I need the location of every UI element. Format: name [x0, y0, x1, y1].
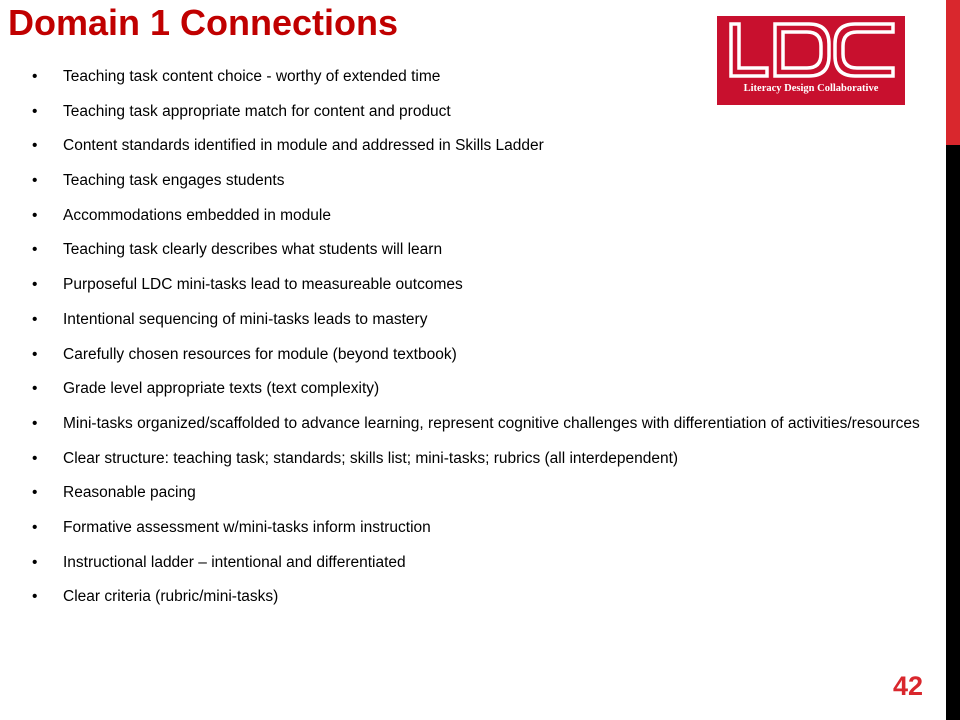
bullet-list: [32, 68, 922, 623]
bullet-dot: •: [32, 310, 38, 328]
bullet-dot: •: [32, 241, 38, 259]
bullet-dot: •: [32, 484, 38, 502]
bullet-text: Teaching task content choice - worthy of extended time: [63, 68, 441, 85]
list-item: [32, 450, 922, 468]
list-item: [32, 415, 922, 433]
bullet-dot: •: [32, 276, 38, 294]
logo-subtitle: Literacy Design Collaborative: [743, 83, 879, 94]
bullet-dot: •: [32, 588, 38, 606]
side-accent-bar-dark: [946, 145, 960, 720]
bullet-dot: •: [32, 414, 38, 432]
list-item: [32, 588, 922, 606]
bullet-text: Content standards identified in module and addressed in Skills Ladder: [63, 137, 544, 155]
bullet-dot: •: [32, 172, 38, 190]
list-item: [32, 554, 922, 572]
bullet-text: Clear criteria (rubric/mini-tasks): [63, 588, 279, 606]
bullet-dot: •: [32, 345, 38, 363]
bullet-text: Formative assessment w/mini-tasks inform instruction: [63, 518, 431, 536]
list-item: [32, 103, 922, 121]
bullet-text: Accommodations embedded in module: [63, 206, 331, 224]
list-item: [32, 276, 922, 294]
bullet-dot: •: [32, 102, 38, 120]
bullet-text: Clear structure: teaching task; standards; skills list; mini-tasks; rubrics (all interdependent): [63, 449, 679, 467]
list-item: [32, 207, 922, 225]
bullet-dot: •: [32, 449, 38, 467]
list-item: [32, 484, 922, 502]
bullet-text: Intentional sequencing of mini-tasks leads to mastery: [63, 310, 428, 328]
bullet-text: Carefully chosen resources for module (beyond textbook): [63, 345, 457, 363]
bullet-dot: •: [32, 68, 38, 85]
bullet-text: Instructional ladder – intentional and differentiated: [63, 553, 406, 571]
list-item: [32, 311, 922, 329]
list-item: [32, 380, 922, 398]
list-item: [32, 519, 922, 537]
bullet-dot: •: [32, 206, 38, 224]
side-accent-bar-red: [946, 0, 960, 145]
bullet-dot: •: [32, 553, 38, 571]
list-item: [32, 172, 922, 190]
bullet-text: Grade level appropriate texts (text complexity): [63, 380, 380, 398]
bullet-dot: •: [32, 518, 38, 536]
bullet-text: Teaching task engages students: [63, 172, 285, 190]
list-item: [32, 68, 922, 86]
bullet-text: Mini-tasks organized/scaffolded to advance learning, represent cognitive challenges with differentiation of activities/resources: [63, 414, 920, 432]
list-item: [32, 346, 922, 364]
bullet-dot: •: [32, 380, 38, 398]
bullet-text: Reasonable pacing: [63, 484, 196, 502]
list-item: [32, 137, 922, 155]
list-item: [32, 241, 922, 259]
bullet-text: Teaching task clearly describes what students will learn: [63, 241, 443, 259]
bullet-dot: •: [32, 137, 38, 155]
bullet-text: Teaching task appropriate match for content and product: [63, 102, 451, 120]
slide-title: Domain 1 Connections: [8, 2, 399, 43]
page-number: 42: [893, 671, 924, 701]
bullet-text: Purposeful LDC mini-tasks lead to measureable outcomes: [63, 276, 463, 294]
